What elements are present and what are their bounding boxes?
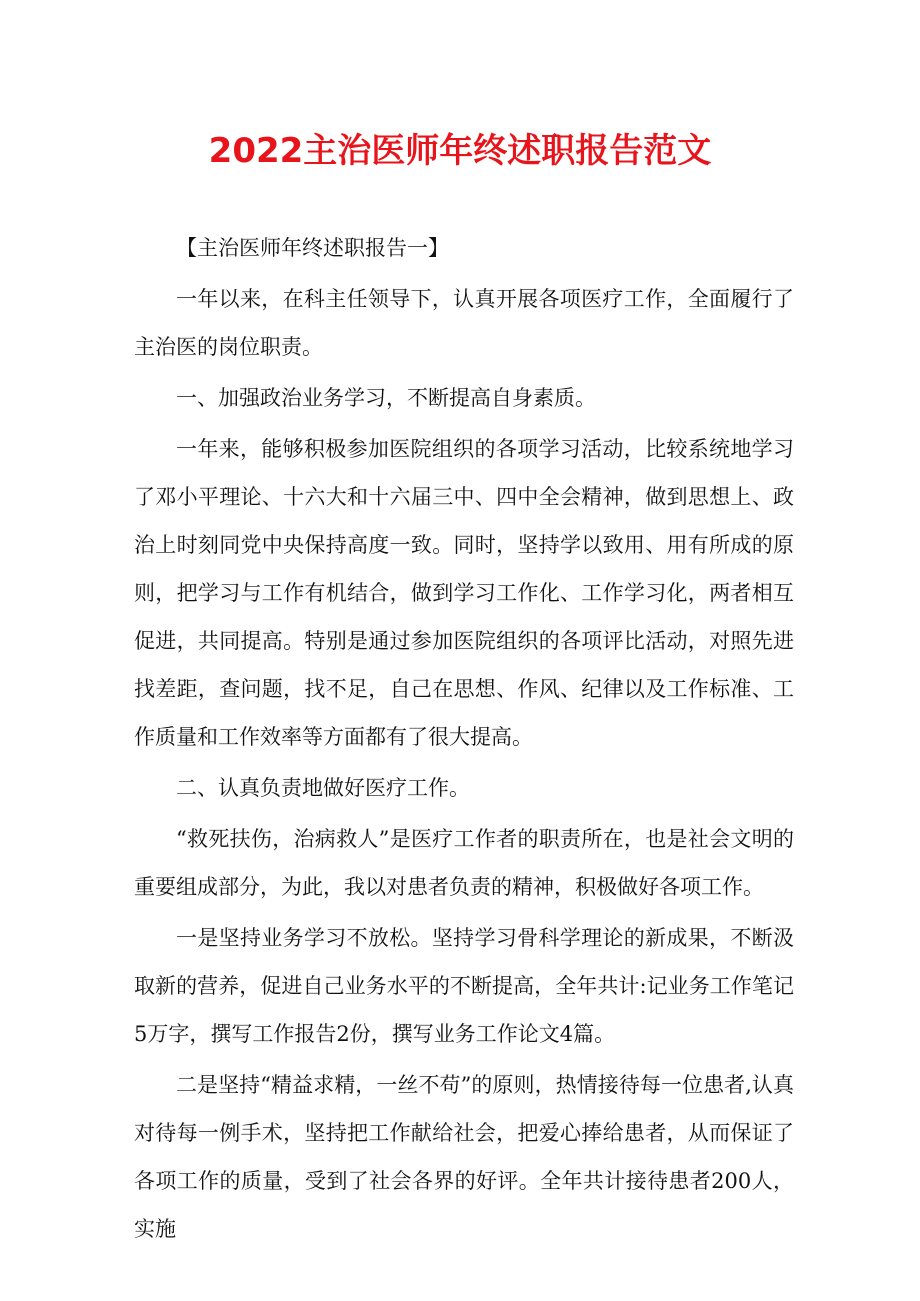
- document-title: 2022主治医师年终述职报告范文: [208, 131, 712, 171]
- paragraph-point-2: 二是坚持“精益求精，一丝不苟”的原则，热情接待每一位患者,认真对待每一例手术，坚持把工作献给社会，把爱心捧给患者，从而保证了各项工作的质量，受到了社会各界的好评。全年共计接待患者200人，实施: [134, 1073, 794, 1241]
- section-heading-report-one: 【主治医师年终述职报告一】: [176, 236, 449, 260]
- section-heading-1: 一、加强政治业务学习，不断提高自身素质。: [176, 386, 596, 410]
- paragraph-study: 一年来，能够积极参加医院组织的各项学习活动，比较系统地学习了邓小平理论、十六大和十六届三中、四中全会精神，做到思想上、政治上时刻同党中央保持高度一致。同时，坚持学以致用、用有所成的原则，把学习与工作有机结合，做到学习工作化、工作学习化，两者相互促进，共同提高。特别是通过参加医院组织的各项评比活动，对照先进找差距，查问题，找不足，自己在思想、作风、纪律以及工作标准、工作质量和工作效率等方面都有了很大提高。: [134, 437, 794, 749]
- document-body: [134, 224, 794, 1253]
- section-heading-2: 二、认真负责地做好医疗工作。: [176, 776, 470, 800]
- paragraph-intro: 一年以来，在科主任领导下，认真开展各项医疗工作，全面履行了主治医的岗位职责。: [134, 287, 794, 359]
- paragraph-duty: “救死扶伤，治病救人”是医疗工作者的职责所在，也是社会文明的重要组成部分，为此，我以对患者负责的精神，积极做好各项工作。: [134, 827, 794, 899]
- paragraph-point-1: 一是坚持业务学习不放松。坚持学习骨科学理论的新成果，不断汲取新的营养，促进自己业务水平的不断提高，全年共计:记业务工作笔记5万字，撰写工作报告2份，撰写业务工作论文4篇。: [134, 926, 794, 1046]
